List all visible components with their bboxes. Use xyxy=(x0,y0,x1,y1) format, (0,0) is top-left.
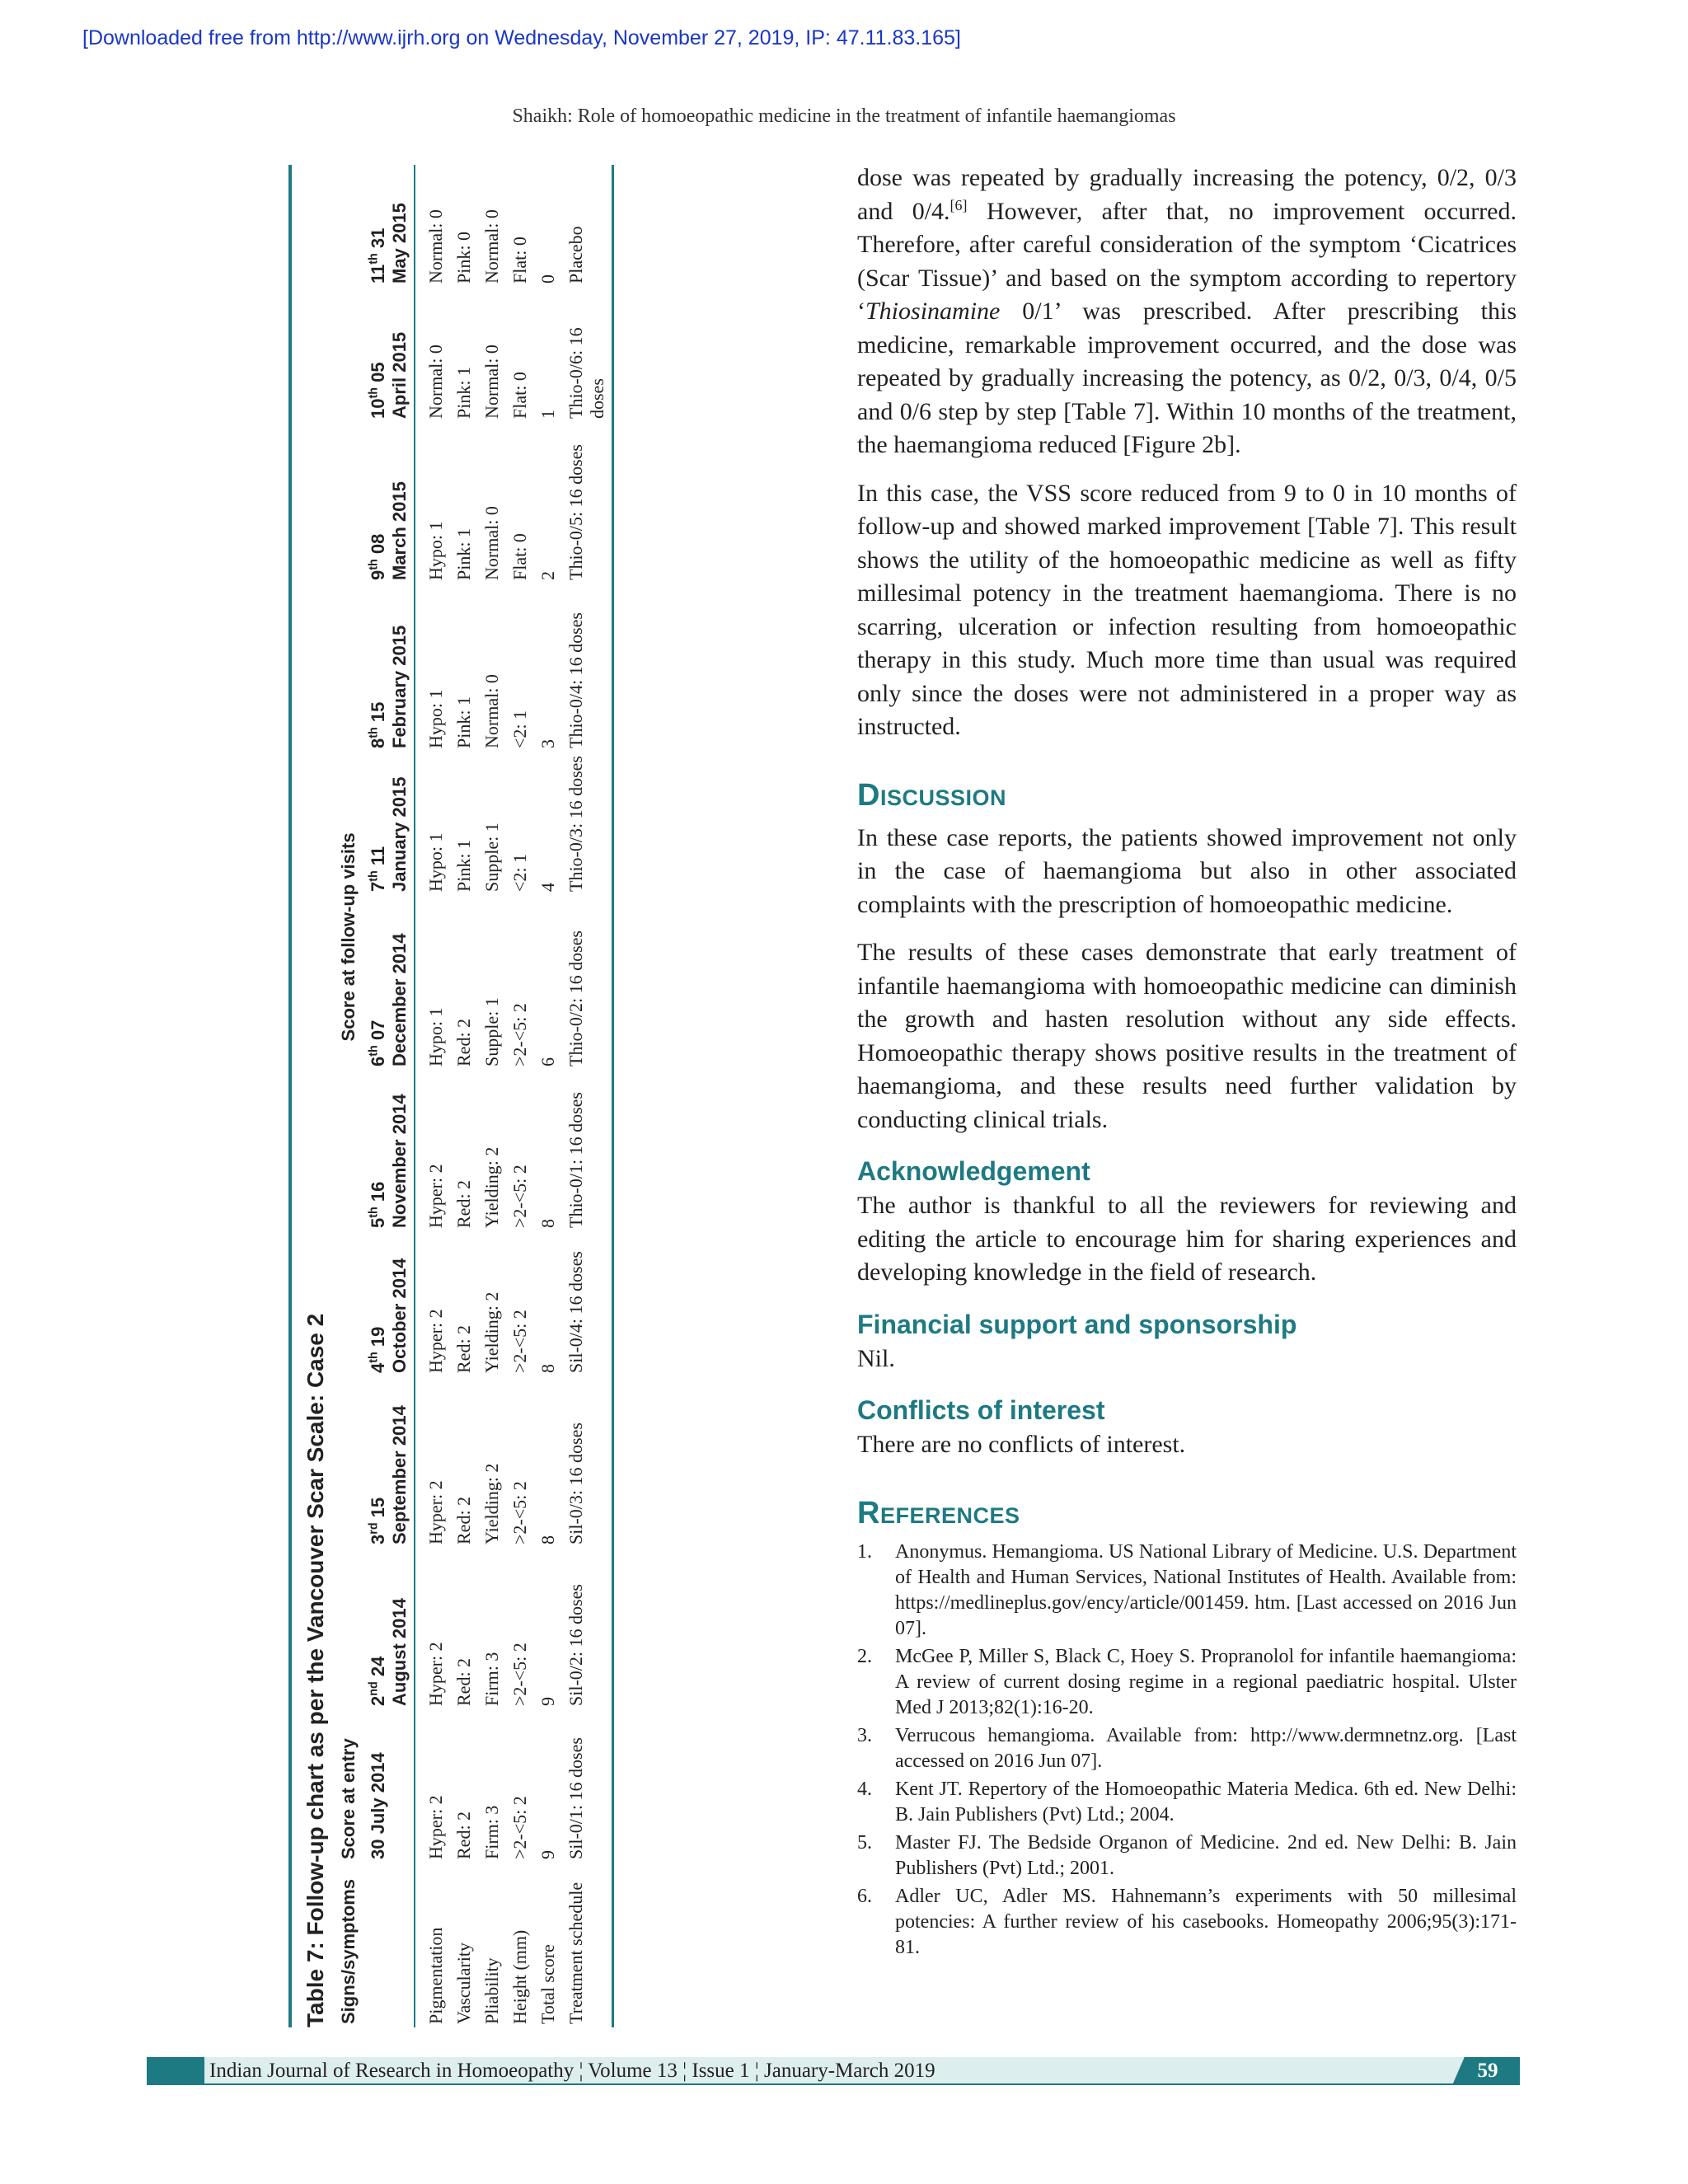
table-cell: Hypo: 1 xyxy=(425,521,446,580)
table-cell: <2: 1 xyxy=(509,710,530,748)
visit-month: October 2014 xyxy=(389,1258,410,1373)
visit-header xyxy=(363,1548,415,1709)
visit-month: May 2015 xyxy=(389,203,410,284)
row-label: Height (mm) xyxy=(509,1929,530,2024)
reference-item xyxy=(857,1830,1517,1882)
reference-item xyxy=(857,1540,1517,1642)
visit-number: 10 xyxy=(368,398,388,419)
visit-month: April 2015 xyxy=(389,331,410,419)
reference-number: 1. xyxy=(857,1540,872,1563)
visit-number: 5 xyxy=(368,1217,388,1228)
visit-header xyxy=(363,422,415,583)
visit-day: 19 xyxy=(368,1326,388,1352)
visit-day: 31 xyxy=(368,227,388,254)
visit-day: 08 xyxy=(368,533,388,560)
visit-number: 9 xyxy=(368,569,388,580)
table-cell: Normal: 0 xyxy=(481,344,502,419)
visit-ordinal: th xyxy=(367,1045,381,1057)
paragraph-text: However, after that, no improvement occurred. Therefore, after careful consideration of the symptom ‘Cicatrices (Scar Tissue)’ and based on the symptom according to repertory ‘ xyxy=(857,197,1517,325)
reference-number: 5. xyxy=(857,1831,872,1854)
table-cell: Normal: 0 xyxy=(481,506,502,580)
conflicts-heading: Conflicts of interest xyxy=(857,1395,1105,1425)
financial-support-heading: Financial support and sponsorship xyxy=(857,1309,1297,1339)
table-cell: 9 xyxy=(537,1850,558,1859)
table-cell: Pink: 1 xyxy=(453,696,474,748)
acknowledgement-text: The author is thankful to all the reviewers for reviewing and editing the article to encourage him for sharing experiences and developing knowledge in the field of research. xyxy=(857,1192,1517,1286)
visit-day: 15 xyxy=(368,701,388,728)
table-cell: 1 xyxy=(537,410,558,419)
table-cell: 6 xyxy=(537,1057,558,1066)
table-row xyxy=(478,165,506,2027)
reference-item xyxy=(857,1777,1517,1828)
visit-day: 16 xyxy=(368,1181,388,1207)
table-cell: 8 xyxy=(537,1219,558,1228)
table-cell: Normal: 0 xyxy=(481,674,502,748)
visit-ordinal: th xyxy=(367,1207,381,1218)
reference-number: 3. xyxy=(857,1724,872,1746)
reference-text: Kent JT. Repertory of the Homoeopathic Materia Medica. 6th ed. New Delhi: B. Jain Publishers (Pvt) Ltd.; 2004. xyxy=(895,1778,1517,1825)
reference-item xyxy=(857,1644,1517,1721)
visit-month: February 2015 xyxy=(389,625,410,748)
page-footer xyxy=(147,2057,1520,2085)
reference-text: Verrucous hemangioma. Available from: http://www.dermnetnz.org. [Last accessed on 2016 Jun 07]. xyxy=(895,1724,1517,1772)
table-7-container xyxy=(288,165,676,2027)
financial-support-text: Nil. xyxy=(857,1344,895,1372)
table-cell: Yielding: 2 xyxy=(481,1291,502,1373)
reference-text: Anonymus. Hemangioma. US National Library of Medicine. U.S. Department of Health and Human Services, National Institutes of Health. Available from: https://medlineplus.gov/ency/article/001459. htm. [Last accessed on 2016 Jun 07]. xyxy=(895,1540,1517,1639)
visit-header xyxy=(363,752,415,895)
acknowledgement-heading: Acknowledgement xyxy=(857,1156,1090,1186)
table-cell: Pink: 1 xyxy=(453,367,474,419)
table-cell: Sil-0/2: 16 doses xyxy=(562,1548,613,1709)
table-cell: Hypo: 1 xyxy=(425,689,446,748)
visit-header xyxy=(363,1231,415,1376)
visit-ordinal: th xyxy=(367,1352,381,1363)
table-cell: Red: 2 xyxy=(453,1018,474,1066)
visit-day: 07 xyxy=(368,1019,388,1046)
table-cell: Red: 2 xyxy=(453,1657,474,1706)
table-cell: Hyper: 2 xyxy=(425,1164,446,1228)
footer-accent-block xyxy=(147,2057,204,2085)
table-cell: Normal: 0 xyxy=(425,209,446,284)
visit-number: 7 xyxy=(368,881,388,892)
table-row xyxy=(450,165,478,2027)
references-heading: References xyxy=(857,1495,1020,1530)
visit-ordinal: th xyxy=(367,559,381,570)
table-cell: Hypo: 1 xyxy=(425,832,446,892)
table-cell: Sil-0/3: 16 doses xyxy=(562,1376,613,1548)
visit-number: 3 xyxy=(368,1534,388,1544)
row-label: Pigmentation xyxy=(425,1927,446,2024)
paragraph-vss-result: In this case, the VSS score reduced from 9 to 0 in 10 months of follow-up and showed marked improvement [Table 7]. This result shows the utility of the homoeopathic medicine as well as fifty millesimal potency in the treatment haemangioma. There is no scarring, ulceration or infection resulting from homoeopathic therapy in this study. Much more time than usual was required only since the doses were not administered in a proper way as instructed. xyxy=(857,479,1517,740)
journal-citation: Indian Journal of Research in Homoeopathy ¦ Volume 13 ¦ Issue 1 ¦ January-March 2019 xyxy=(209,2060,935,2082)
table-cell: Firm: 3 xyxy=(481,1805,502,1859)
download-notice: [Downloaded free from http://www.ijrh.org on Wednesday, November 27, 2019, IP: 47.11.83.165] xyxy=(82,26,961,49)
table-cell: Flat: 0 xyxy=(509,237,530,284)
visit-header xyxy=(363,1376,415,1548)
visit-month: December 2014 xyxy=(389,933,410,1066)
visit-ordinal: th xyxy=(367,727,381,738)
table-cell: Firm: 3 xyxy=(481,1652,502,1706)
reference-number: 2. xyxy=(857,1645,872,1667)
table-cell: Placebo xyxy=(562,165,613,287)
body-column xyxy=(857,162,1517,1963)
table-cell: Thio-0/1: 16 doses xyxy=(562,1070,613,1231)
table-cell: Hyper: 2 xyxy=(425,1642,446,1706)
table-cell: Red: 2 xyxy=(453,1811,474,1859)
table-cell: >2-<5: 2 xyxy=(509,1165,530,1228)
visit-header xyxy=(363,287,415,422)
table-cell: Normal: 0 xyxy=(425,344,446,419)
table-cell: Red: 2 xyxy=(453,1179,474,1228)
table-cell: 9 xyxy=(537,1697,558,1706)
table-row xyxy=(562,165,613,2027)
table-caption: Table 7: Follow-up chart as per the Vancouver Scar Scale: Case 2 xyxy=(288,165,335,2027)
table-cell: >2-<5: 2 xyxy=(509,1003,530,1066)
table-cell: Sil-0/1: 16 doses xyxy=(562,1709,613,1863)
table-cell: Thio-0/4: 16 doses xyxy=(562,583,613,752)
entry-date-header: 30 July 2014 xyxy=(363,1709,415,1863)
table-cell: Sil-0/4: 16 doses xyxy=(562,1231,613,1376)
table-cell: Red: 2 xyxy=(453,1324,474,1373)
table-cell: >2-<5: 2 xyxy=(509,1310,530,1373)
visit-day: 05 xyxy=(368,362,388,388)
table-cell: Thio-0/6: 16 doses xyxy=(562,287,613,422)
table-cell: Supple: 1 xyxy=(481,997,502,1066)
conflicts-text: There are no conflicts of interest. xyxy=(857,1431,1186,1458)
table-cell: Pink: 0 xyxy=(453,232,474,284)
table-cell: Thio-0/2: 16 doses xyxy=(562,895,613,1070)
paragraph-case2-continued xyxy=(857,162,1517,462)
header-spacer xyxy=(363,1863,415,2027)
visit-number: 2 xyxy=(368,1695,388,1706)
row-label: Total score xyxy=(537,1944,558,2024)
reference-text: Adler UC, Adler MS. Hahnemann’s experiments with 50 millesimal potencies: A further review of his casebooks. Homeopathy 2006;95(3):171-81. xyxy=(895,1885,1517,1958)
visit-month: November 2014 xyxy=(389,1094,410,1228)
visit-day: 24 xyxy=(368,1656,388,1682)
discussion-heading: Discussion xyxy=(857,777,1006,813)
table-cell: 8 xyxy=(537,1535,558,1544)
visit-number: 11 xyxy=(368,264,388,284)
table-cell: Thio-0/3: 16 doses xyxy=(562,752,613,895)
table-cell: 4 xyxy=(537,883,558,892)
visit-header xyxy=(363,895,415,1070)
table-cell: 8 xyxy=(537,1364,558,1373)
table-cell: 3 xyxy=(537,739,558,748)
table-cell: Pink: 1 xyxy=(453,840,474,892)
remedy-name: Thiosinamine xyxy=(865,298,1001,325)
entry-score-header: Score at entry xyxy=(338,1738,359,1859)
table-cell: Flat: 0 xyxy=(509,533,530,580)
visit-number: 4 xyxy=(368,1362,388,1373)
table-cell: Normal: 0 xyxy=(481,209,502,284)
table-cell: Thio-0/5: 16 doses xyxy=(562,422,613,583)
table-cell: >2-<5: 2 xyxy=(509,1481,530,1544)
visit-day: 11 xyxy=(368,846,388,871)
table-cell: Hyper: 2 xyxy=(425,1795,446,1859)
table-cell: Red: 2 xyxy=(453,1496,474,1544)
table-cell: >2-<5: 2 xyxy=(509,1643,530,1706)
signs-symptoms-header: Signs/symptoms xyxy=(338,1878,359,2024)
paragraph-text: dose was repeated by gradually increasing the potency, 0/2, 0/3 and 0/4. xyxy=(857,164,1517,225)
table-cell: Flat: 0 xyxy=(509,372,530,419)
table-row xyxy=(534,165,562,2027)
paragraph-discussion-1: In these case reports, the patients showed improvement not only in the case of haemangioma but also in other associated complaints with the prescription of homoeopathic medicine. xyxy=(857,823,1517,918)
row-label: Pliability xyxy=(481,1957,502,2024)
visit-month: August 2014 xyxy=(389,1598,410,1706)
row-label: Vascularity xyxy=(453,1943,474,2024)
visit-ordinal: th xyxy=(367,253,381,265)
citation-ref: [6] xyxy=(950,196,968,213)
reference-text: Master FJ. The Bedside Organon of Medicine. 2nd ed. New Delhi: B. Jain Publishers (Pvt) Ltd.; 2001. xyxy=(895,1831,1517,1879)
visit-header xyxy=(363,165,415,287)
visit-header xyxy=(363,1070,415,1231)
table-cell: Hyper: 2 xyxy=(425,1480,446,1544)
table-cell: Supple: 1 xyxy=(481,823,502,892)
visit-day: 15 xyxy=(368,1497,388,1523)
table-cell: >2-<5: 2 xyxy=(509,1796,530,1859)
reference-number: 4. xyxy=(857,1778,872,1800)
table-cell: Pink: 1 xyxy=(453,528,474,580)
visit-month: January 2015 xyxy=(389,776,410,892)
table-cell: Yielding: 2 xyxy=(481,1146,502,1228)
visit-month: September 2014 xyxy=(389,1405,410,1544)
visit-ordinal: nd xyxy=(367,1681,381,1696)
reference-item xyxy=(857,1723,1517,1774)
visit-ordinal: rd xyxy=(367,1522,381,1535)
running-head: Shaikh: Role of homoeopathic medicine in the treatment of infantile haemangiomas xyxy=(512,105,1176,127)
visit-ordinal: th xyxy=(367,870,381,882)
reference-item xyxy=(857,1884,1517,1961)
table-row xyxy=(506,165,534,2027)
paragraph-text: 0/1’ was prescribed. After prescribing this medicine, remarkable improvement occurred, and the dose was repeated by gradually increasing the potency, as 0/2, 0/3, 0/4, 0/5 and 0/6 step by step [Table 7]. Within 10 months of the treatment, the haemangioma reduced [Figure 2b]. xyxy=(857,298,1517,458)
page-number: 59 xyxy=(1477,2060,1498,2082)
visit-month: March 2015 xyxy=(389,481,410,580)
reference-text: McGee P, Miller S, Black C, Hoey S. Propranolol for infantile haemangioma: A review of current dosing regime in a regional paediatric hospital. Ulster Med J 2013;82(1):16-20. xyxy=(895,1645,1517,1718)
table-cell: <2: 1 xyxy=(509,853,530,892)
reference-list xyxy=(857,1540,1517,1961)
visit-header xyxy=(363,583,415,752)
table-cell: Hyper: 2 xyxy=(425,1309,446,1373)
table-cell: 0 xyxy=(537,274,558,284)
paragraph-discussion-2: The results of these cases demonstrate that early treatment of infantile haemangioma with homoeopathic medicine can diminish the growth and hasten resolution without any side effects. Homoeopathic therapy shows positive results in the treatment of haemangioma, and these results need further validation by conducting clinical trials. xyxy=(857,939,1517,1133)
reference-number: 6. xyxy=(857,1885,872,1907)
table-cell: 2 xyxy=(537,571,558,580)
follow-up-group-header: Score at follow-up visits xyxy=(338,832,359,1042)
table-row xyxy=(415,165,450,2027)
vancouver-scar-scale-table xyxy=(333,165,614,2027)
table-cell: Yielding: 2 xyxy=(481,1463,502,1544)
row-label: Treatment schedule xyxy=(562,1863,613,2027)
visit-number: 6 xyxy=(368,1056,388,1066)
visit-ordinal: th xyxy=(367,387,381,399)
visit-number: 8 xyxy=(368,738,388,748)
table-cell: Hypo: 1 xyxy=(425,1007,446,1066)
